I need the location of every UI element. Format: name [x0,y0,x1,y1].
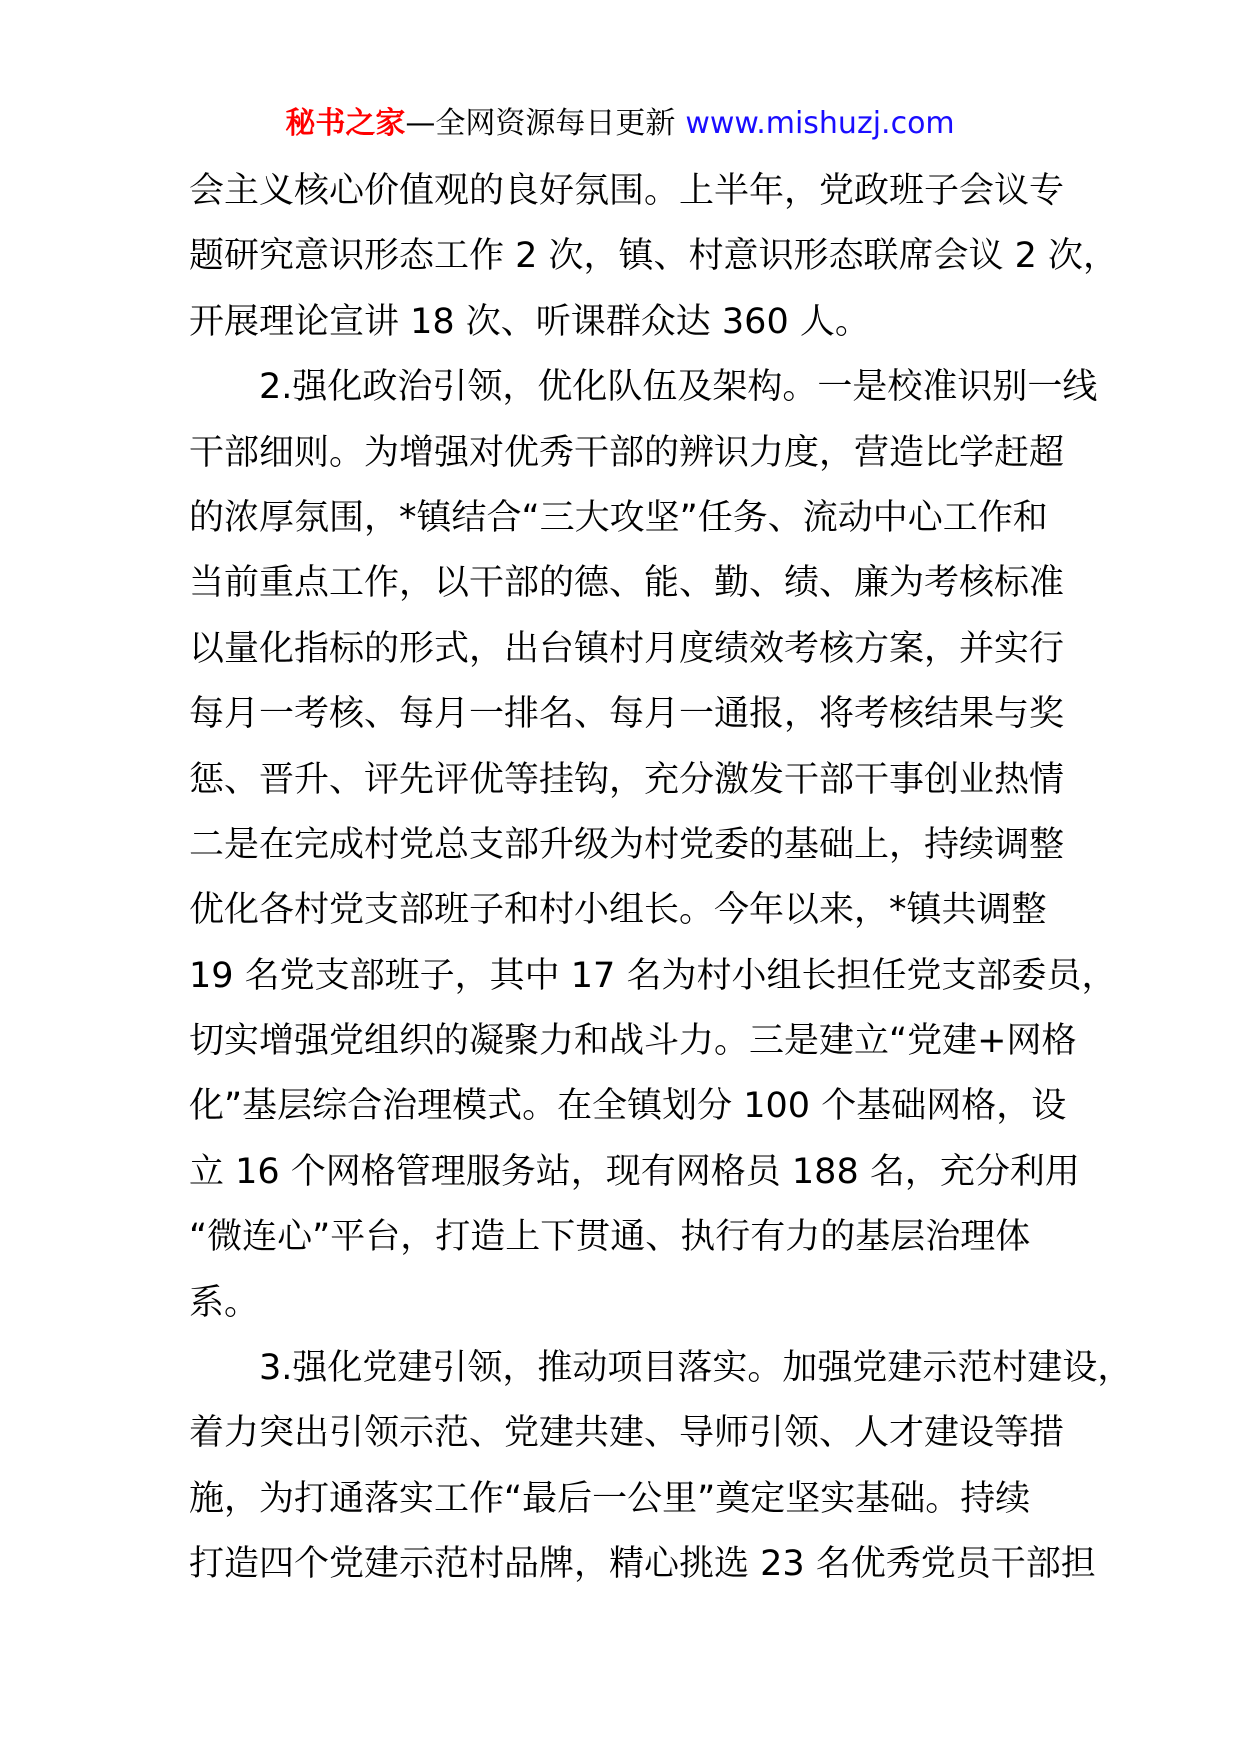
paragraph-1 [189,159,1149,355]
text-line: 3.强化党建引领，推动项目落实。加强党建示范村建设， [259,1348,1133,1389]
text-line: 2.强化政治引领，优化队伍及架构。一是校准识别一线 [259,367,1098,408]
text-line: 以量化指标的形式，出台镇村月度绩效考核方案，并实行 [189,628,1065,669]
paragraph-2 [189,355,1149,1336]
header-tagline: —全网资源每日更新 [405,106,676,141]
page-header [0,104,1240,144]
website-link[interactable]: www.mishuzj.com [685,106,955,141]
text-line: 着力突出引领示范、党建共建、导师引领、人才建设等措 [189,1413,1065,1454]
text-line: 立 16 个网格管理服务站，现有网格员 188 名，充分利用 [189,1151,1080,1192]
text-line: “微连心”平台，打造上下贯通、执行有力的基层治理体 [189,1217,1031,1258]
text-line: 题研究意识形态工作 2 次，镇、村意识形态联席会议 2 次， [189,236,1119,277]
text-line: 开展理论宣讲 18 次、听课群众达 360 人。 [189,301,870,342]
text-line: 干部细则。为增强对优秀干部的辨识力度，营造比学赶超 [189,432,1065,473]
paragraph-3 [189,1336,1149,1598]
text-line: 施，为打通落实工作“最后一公里”奠定坚实基础。持续 [189,1478,1031,1519]
text-line: 的浓厚氛围，*镇结合“三大攻坚”任务、流动中心工作和 [189,497,1048,538]
text-line: 惩、晋升、评先评优等挂钩，充分激发干部干事创业热情 [189,759,1065,800]
brand-name: 秘书之家 [285,106,406,141]
document-body [189,159,1149,1598]
text-line: 系。 [189,1282,260,1323]
text-line: 优化各村党支部班子和村小组长。今年以来，*镇共调整 [189,890,1047,931]
text-line: 打造四个党建示范村品牌，精心挑选 23 名优秀党员干部担 [189,1544,1096,1585]
text-line: 当前重点工作，以干部的德、能、勤、绩、廉为考核标准 [189,563,1065,604]
text-line: 会主义核心价值观的良好氛围。上半年，党政班子会议专 [189,171,1065,211]
text-line: 切实增强党组织的凝聚力和战斗力。三是建立“党建+网格 [189,1021,1077,1062]
text-line: 化”基层综合治理模式。在全镇划分 100 个基础网格，设 [189,1086,1067,1127]
text-line: 二是在完成村党总支部升级为村党委的基础上，持续调整 [189,824,1065,865]
text-line: 19 名党支部班子，其中 17 名为村小组长担任党支部委员， [189,955,1117,996]
text-line: 每月一考核、每月一排名、每月一通报，将考核结果与奖 [189,694,1065,735]
